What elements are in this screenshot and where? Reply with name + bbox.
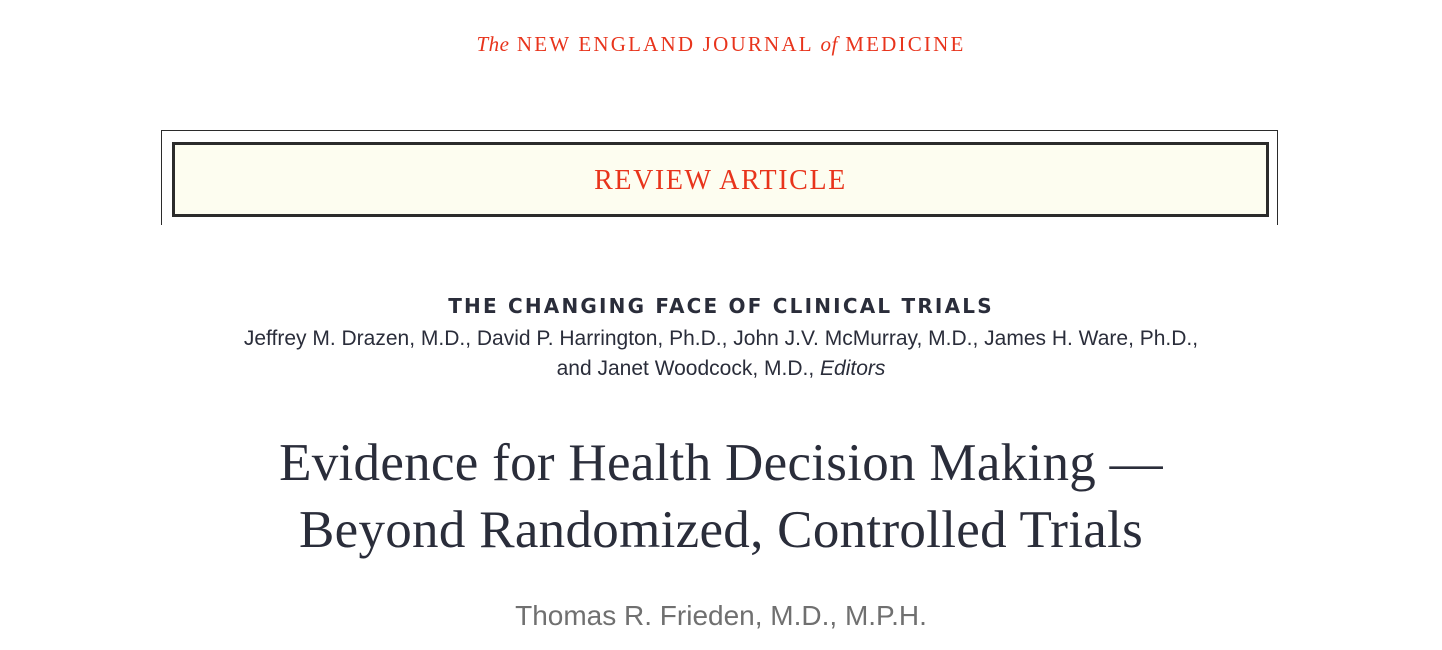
masthead-prefix: The bbox=[476, 32, 510, 56]
article-author: Thomas R. Frieden, M.D., M.P.H. bbox=[515, 600, 927, 631]
editors-line-1: Jeffrey M. Drazen, M.D., David P. Harrington, Ph.D., John J.V. McMurray, M.D., James H. Ware, Ph.D., bbox=[243, 327, 1199, 350]
masthead-name-part2: MEDICINE bbox=[845, 32, 966, 56]
editors-names: and Janet Woodcock, M.D., bbox=[556, 357, 815, 380]
article-title bbox=[0, 430, 1442, 564]
editors-role: Editors bbox=[820, 357, 886, 380]
journal-masthead bbox=[0, 32, 1442, 57]
editors-line-2 bbox=[171, 354, 1271, 384]
section-label: REVIEW ARTICLE bbox=[594, 164, 847, 196]
section-banner bbox=[172, 142, 1269, 217]
masthead-connector: of bbox=[820, 32, 838, 56]
article-title-line-2: Beyond Randomized, Controlled Trials bbox=[298, 501, 1144, 559]
masthead-name-part1: NEW ENGLAND JOURNAL bbox=[516, 32, 814, 56]
series-title: THE CHANGING FACE OF CLINICAL TRIALS bbox=[448, 294, 994, 318]
article-title-line-1: Evidence for Health Decision Making — bbox=[279, 434, 1163, 492]
series-editors bbox=[171, 324, 1271, 384]
